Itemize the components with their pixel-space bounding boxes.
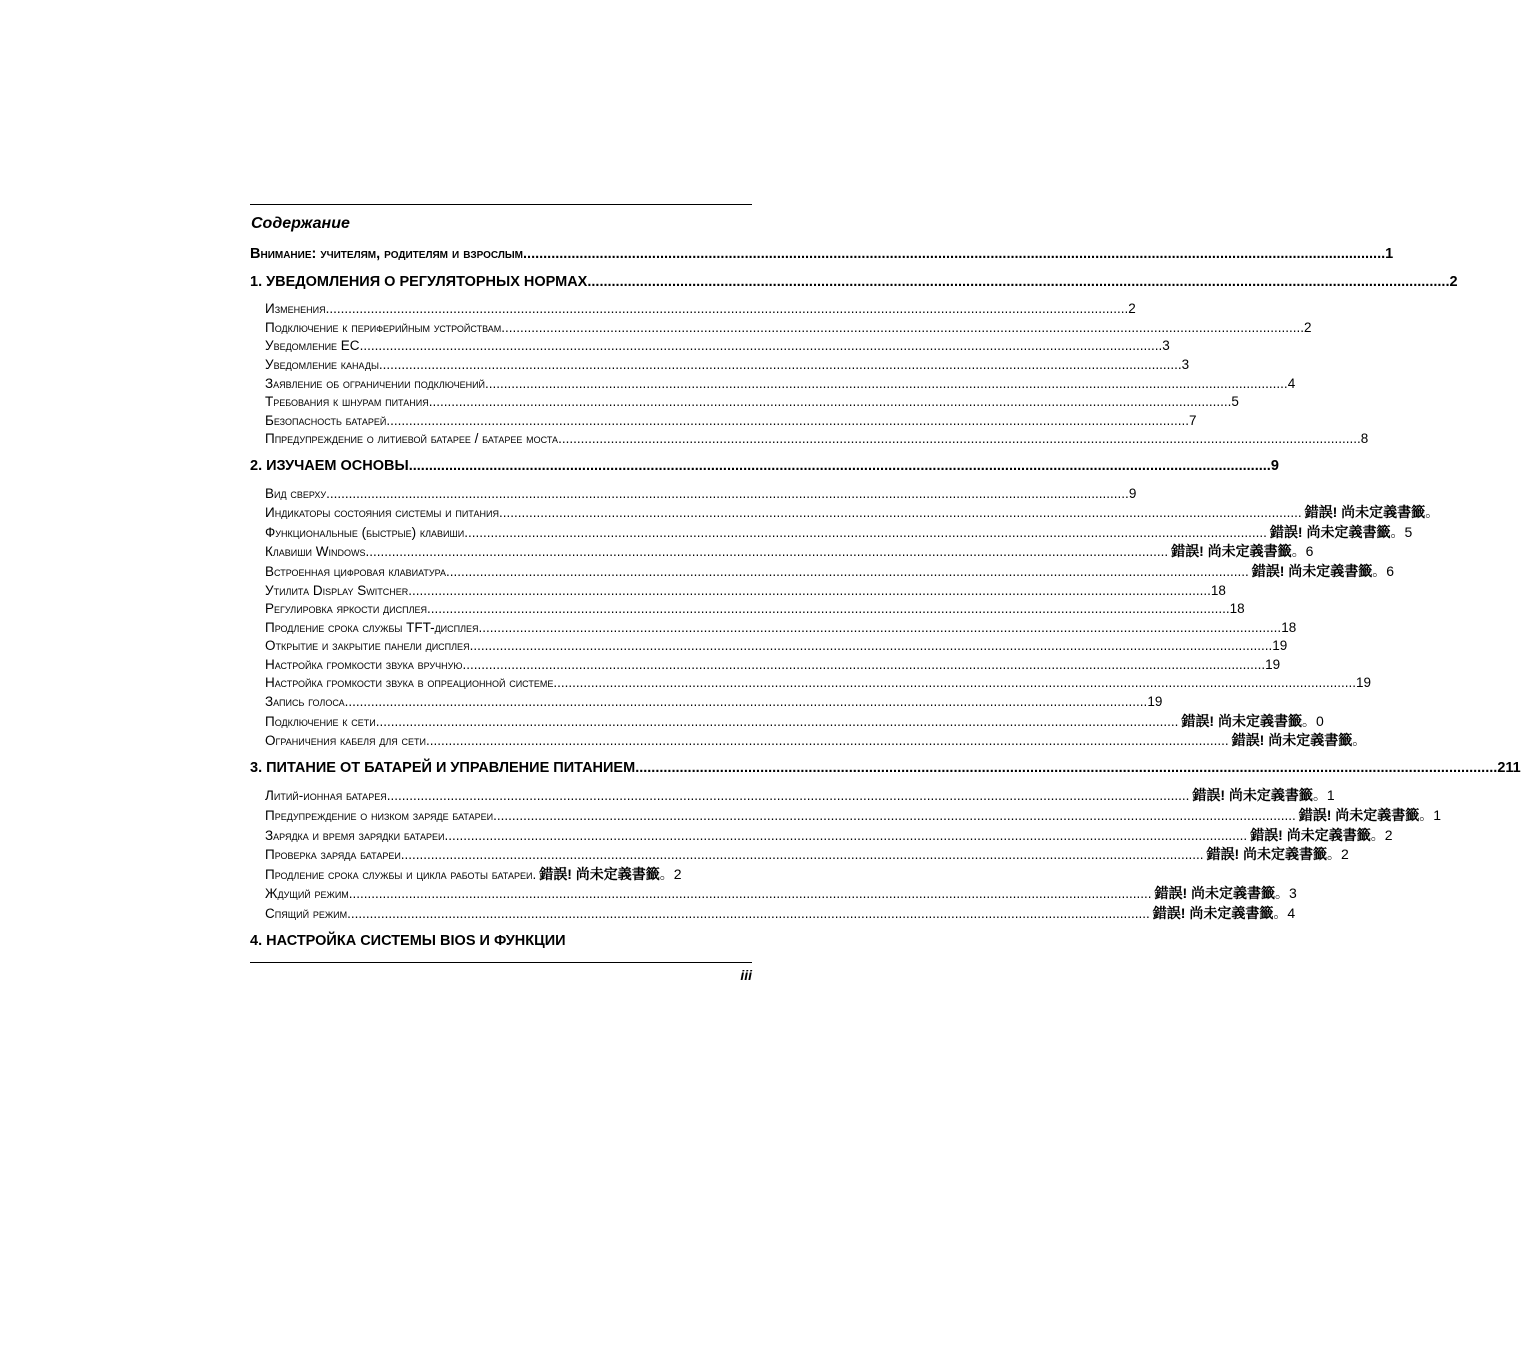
toc-entry-label: Изменения	[265, 301, 326, 317]
toc-entry-label: Продление срока службы TFT-дисплея	[265, 619, 479, 635]
toc-entry-page: 19	[1272, 638, 1288, 654]
toc-entry-label: Настройка громкости звука вручную	[265, 656, 463, 672]
toc-entry[interactable]	[265, 845, 1349, 865]
toc-entry[interactable]	[265, 786, 1335, 806]
toc-page	[250, 204, 1521, 984]
toc-entry-page: 18	[1210, 582, 1226, 598]
toc-section-page: 211	[1497, 759, 1521, 776]
page-number: iii	[740, 967, 752, 984]
toc-leader-dots	[408, 582, 1211, 601]
toc-entry[interactable]	[265, 319, 1312, 338]
toc-leader-dots	[499, 504, 1302, 523]
toc-entry[interactable]	[265, 637, 1288, 656]
toc-leader-dots	[365, 543, 1168, 562]
toc-entry-page: 。	[1425, 504, 1440, 521]
toc-entry-page: 。3	[1275, 885, 1297, 902]
toc-entry[interactable]	[265, 356, 1190, 375]
toc-entry-page: 18	[1229, 601, 1245, 617]
toc-leader-dots	[345, 693, 1148, 712]
toc-entry-page: 19	[1356, 675, 1372, 691]
toc-subentry-group	[250, 300, 1369, 449]
toc-leader-dots	[347, 905, 1150, 924]
toc-section-label: 4. НАСТРОЙКА СИСТЕМЫ BIOS И ФУНКЦИИ	[250, 932, 566, 949]
toc-entry-error: 錯誤! 尚未定義書籤	[1304, 504, 1426, 521]
toc-leader-dots	[401, 846, 1204, 865]
toc-entry-label: Ограничения кабеля для сети	[265, 733, 426, 749]
toc-leader-dots	[462, 656, 1265, 675]
toc-entry-page: 8	[1360, 431, 1369, 447]
page-title: Содержание	[251, 215, 350, 232]
toc-entry-label: Спящий режим	[265, 906, 348, 921]
toc-body	[250, 273, 1521, 951]
toc-entry[interactable]	[265, 412, 1197, 431]
toc-entry-label: Настройка громкости звука в опреационной системе	[265, 675, 554, 691]
toc-entry-error: 錯誤! 尚未定義書籤	[1192, 787, 1313, 804]
toc-entry-label: Уведомление канады	[265, 356, 379, 372]
toc-entry[interactable]	[265, 712, 1324, 732]
toc-leader-dots	[501, 319, 1304, 338]
toc-entry-page: 9	[1128, 485, 1137, 501]
toc-entry-error: 錯誤! 尚未定義書籤	[1152, 905, 1274, 921]
toc-entry[interactable]	[265, 393, 1239, 412]
toc-entry-label: Литий-ионная батарея	[265, 788, 387, 804]
toc-entry[interactable]	[265, 693, 1163, 712]
toc-intro-entry[interactable]	[250, 245, 1394, 264]
toc-entry-page: 19	[1265, 656, 1281, 672]
toc-section-page: 9	[1270, 457, 1279, 474]
toc-leader-dots	[479, 619, 1282, 638]
toc-section-label: 3. ПИТАНИЕ ОТ БАТАРЕЙ И УПРАВЛЕНИЕ ПИТАНИЕМ	[250, 759, 636, 776]
toc-entry-label: Безопасность батарей	[265, 412, 387, 428]
toc-entry-label: Предупреждение о низком заряде батареи	[265, 808, 494, 824]
bottom-rule	[250, 962, 752, 963]
toc-entry-page: 。1	[1312, 787, 1335, 804]
toc-entry-label: Запись голоса	[265, 694, 345, 710]
toc-leader-dots	[446, 563, 1249, 582]
toc-entry-label: Клавиши Windows	[265, 544, 366, 560]
toc-leader-dots	[376, 713, 1179, 732]
toc-leader-dots	[360, 337, 1163, 356]
toc-entry[interactable]	[265, 806, 1442, 826]
toc-entry-page: 2	[1128, 301, 1136, 317]
top-rule	[250, 204, 752, 205]
toc-leader-dots	[635, 759, 1497, 778]
toc-entry-page: 。	[1352, 732, 1367, 749]
toc-entry-page: 。2	[1327, 846, 1349, 863]
toc-entry-page: 19	[1147, 694, 1163, 710]
toc-entry-label: Заявление об ограничении подключений	[265, 375, 486, 391]
toc-leader-dots	[464, 524, 1267, 543]
toc-entry[interactable]	[265, 731, 1367, 751]
toc-entry[interactable]	[265, 542, 1314, 562]
toc-leader-dots	[553, 674, 1356, 693]
toc-leader-dots	[493, 807, 1296, 826]
toc-entry-page: 2	[1303, 319, 1312, 335]
toc-intro-label: Внимание: учителям, родителям и взрослым	[250, 246, 524, 262]
toc-entry[interactable]	[265, 674, 1372, 693]
toc-section-heading[interactable]	[250, 457, 1279, 476]
toc-leader-dots	[326, 300, 1129, 319]
toc-section-label: 2. ИЗУЧАЕМ ОСНОВЫ	[250, 457, 409, 474]
toc-intro-page: 1	[1385, 246, 1394, 262]
toc-entry-error: 錯誤! 尚未定義書籤	[1298, 807, 1420, 824]
toc-entry[interactable]	[265, 337, 1170, 356]
toc-leader-dots	[470, 637, 1273, 656]
toc-entry-label: Вид сверху	[265, 485, 327, 501]
toc-entry-error: 錯誤! 尚未定義書籤	[1181, 712, 1302, 729]
toc-leader-dots	[429, 393, 1232, 412]
toc-leader-dots	[558, 430, 1361, 449]
toc-leader-dots	[379, 356, 1182, 375]
toc-entry-page: 18	[1281, 619, 1297, 635]
toc-section-label: 1. УВЕДОМЛЕНИЯ О РЕГУЛЯТОРНЫХ НОРМАХ	[250, 273, 588, 290]
toc-entry-label: Функциональные (быстрые) клавиши	[265, 524, 465, 540]
toc-entry-page: 4	[1287, 375, 1296, 391]
toc-leader-dots	[523, 245, 1385, 264]
toc-entry[interactable]	[265, 826, 1393, 846]
toc-entry-label: Индикаторы состояния системы и питания	[265, 505, 499, 521]
toc-leader-dots	[349, 885, 1152, 904]
toc-leader-dots	[409, 457, 1271, 476]
toc-entry-label: Регулировка яркости дисплея	[265, 601, 427, 617]
toc-entry[interactable]	[265, 430, 1369, 449]
toc-entry[interactable]	[265, 523, 1413, 543]
toc-entry[interactable]	[265, 600, 1245, 619]
toc-entry-page: 5	[1231, 394, 1239, 410]
toc-entry-label: Встроенная цифровая клавиатура	[265, 563, 447, 579]
toc-entry-label: Требования к шнурам питания	[265, 394, 429, 410]
toc-entry-label: Уведомление ЕС	[265, 338, 360, 354]
toc-leader-dots	[326, 485, 1129, 504]
toc-entry-page: 3	[1162, 338, 1170, 354]
toc-entry-error: 錯誤! 尚未定義書籤	[1251, 562, 1373, 579]
toc-entry-error: 錯誤! 尚未定義書籤	[1250, 826, 1371, 843]
toc-entry-error: 錯誤! 尚未定義書籤	[1171, 543, 1292, 560]
toc-entry-error: 錯誤! 尚未定義書籤	[1154, 885, 1276, 902]
toc-entry[interactable]	[265, 904, 1296, 924]
toc-entry[interactable]	[265, 865, 752, 885]
toc-entry-label: Подключение к периферийным устройствам	[265, 319, 502, 335]
toc-leader-dots	[485, 375, 1288, 394]
toc-entry[interactable]	[265, 562, 1395, 582]
toc-entry-page: 。5	[1390, 523, 1413, 540]
toc-entry-error: 錯誤! 尚未定義書籤	[1206, 846, 1328, 863]
toc-section-page: 2	[1449, 273, 1458, 290]
toc-entry-page: 。1	[1419, 807, 1442, 824]
toc-entry-page: 7	[1189, 412, 1197, 428]
toc-entry-label: Утилита Display Switcher	[265, 582, 409, 598]
toc-leader-dots	[427, 600, 1230, 619]
toc-leader-dots	[386, 412, 1189, 431]
toc-entry-error: 錯誤! 尚未定義書籤	[539, 865, 660, 882]
toc-entry[interactable]	[265, 485, 1137, 504]
toc-section-heading[interactable]	[250, 932, 752, 951]
toc-entry-label: Открытие и закрытие панели дисплея	[265, 638, 470, 654]
toc-entry-page: 。6	[1291, 543, 1314, 560]
toc-entry[interactable]	[265, 884, 1297, 904]
toc-entry-page: 。6	[1372, 562, 1395, 579]
toc-entry[interactable]	[265, 300, 1136, 319]
toc-entry-error: 錯誤! 尚未定義書籤	[1269, 523, 1391, 540]
toc-leader-dots	[426, 732, 1229, 751]
toc-leader-dots	[587, 273, 1449, 292]
toc-entry-error: 錯誤! 尚未定義書籤	[1231, 732, 1353, 749]
toc-entry-label: Продление срока службы и цикла работы батареи.	[265, 866, 537, 882]
toc-entry-label: Проверка заряда батареи	[265, 847, 401, 863]
toc-entry[interactable]	[265, 619, 1297, 638]
toc-entry[interactable]	[265, 656, 1281, 675]
toc-entry-label: Ппредупреждение о литиевой батарее / батарее моста	[265, 431, 559, 447]
toc-entry-label: Подключение к сети	[265, 713, 376, 729]
toc-entry-label: Ждущий режим	[265, 886, 349, 902]
toc-entry-page: 。2	[1370, 826, 1393, 843]
toc-subentry-group	[250, 485, 1440, 751]
toc-entry[interactable]	[265, 582, 1226, 601]
toc-leader-dots	[445, 827, 1248, 846]
toc-entry-page: 。4	[1273, 905, 1296, 921]
toc-entry-page: 。0	[1301, 712, 1324, 729]
toc-leader-dots	[387, 787, 1190, 806]
toc-entry[interactable]	[265, 503, 1440, 523]
toc-section-heading[interactable]	[250, 273, 1458, 292]
toc-entry-page: 。2	[659, 865, 682, 882]
toc-subentry-group	[250, 786, 1442, 923]
toc-entry-page: 3	[1181, 356, 1190, 372]
toc-entry-label: Зарядка и время зарядки батареи	[265, 827, 445, 843]
toc-section-heading[interactable]	[250, 759, 1521, 778]
toc-entry[interactable]	[265, 375, 1296, 394]
